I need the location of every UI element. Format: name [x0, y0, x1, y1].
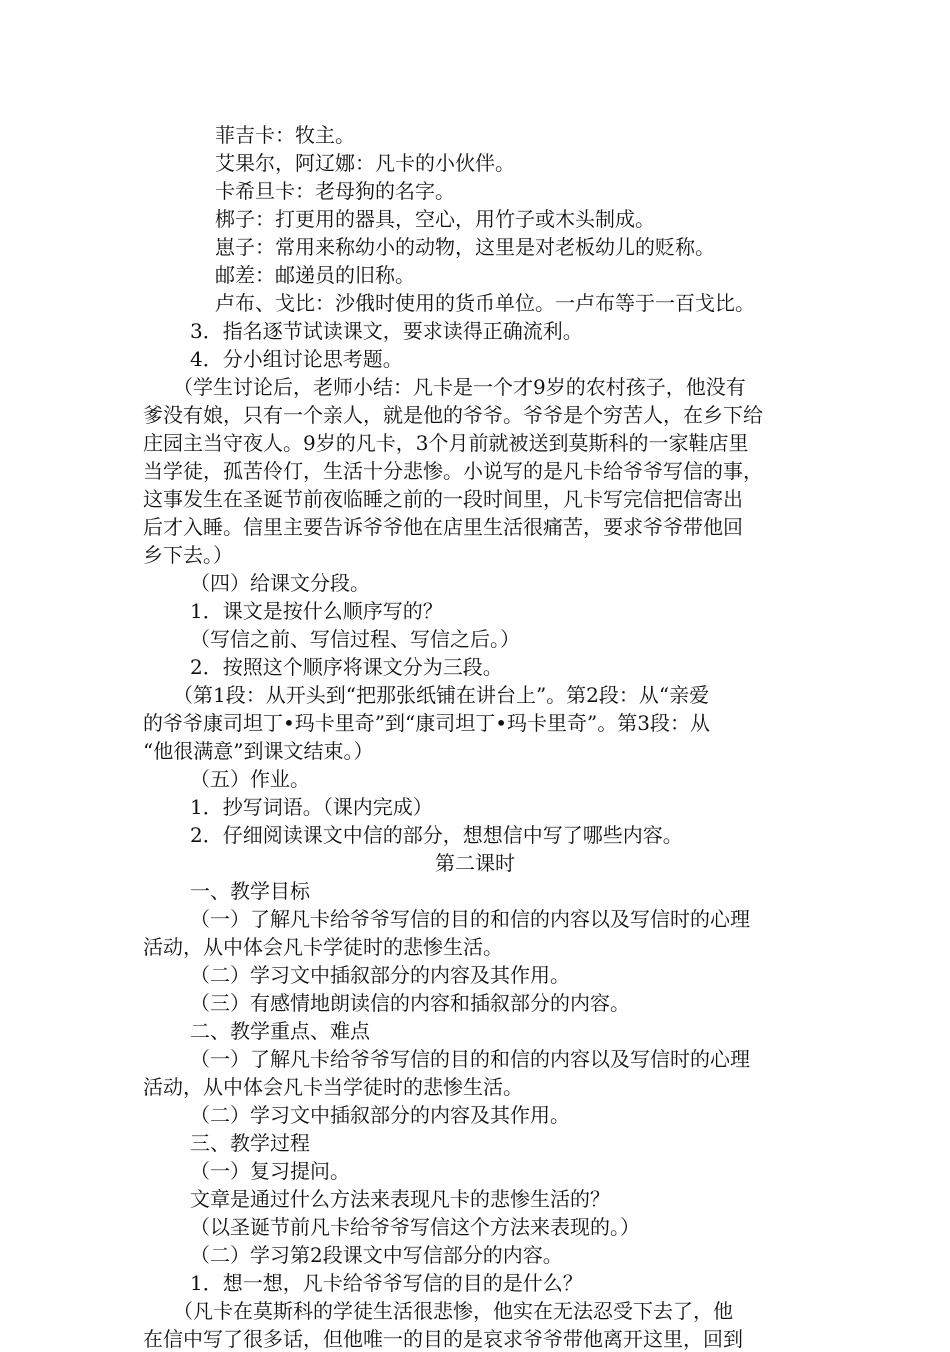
text-line: 乡下去。） — [143, 543, 233, 567]
text-line: （第1段：从开头到“把那张纸铺在讲台上”。第2段：从“亲爱 — [173, 683, 710, 707]
text-line: 爹没有娘，只有一个亲人，就是他的爷爷。爷爷是个穷苦人，在乡下给 — [143, 403, 763, 427]
text-line: 1．课文是按什么顺序写的？ — [190, 599, 443, 623]
text-line: 庄园主当守夜人。9岁的凡卡，3个月前就被送到莫斯科的一家鞋店里 — [143, 431, 749, 455]
section-heading: （四）给课文分段。 — [190, 571, 370, 595]
text-line: 梆子：打更用的器具，空心，用竹子或木头制成。 — [215, 207, 655, 231]
text-line: （以圣诞节前凡卡给爷爷写信这个方法来表现的。） — [190, 1215, 640, 1239]
text-line: 2．仔细阅读课文中信的部分，想想信中写了哪些内容。 — [190, 823, 683, 847]
text-line: 4．分小组讨论思考题。 — [190, 347, 403, 371]
text-line: 卢布、戈比：沙俄时使用的货币单位。一卢布等于一百戈比。 — [215, 291, 755, 315]
text-line: “他很满意”到课文结束。） — [143, 739, 374, 763]
section-heading: （一）复习提问。 — [190, 1159, 350, 1183]
text-line: 3．指名逐节试读课文，要求读得正确流利。 — [190, 319, 583, 343]
text-line: （二）学习文中插叙部分的内容及其作用。 — [190, 963, 570, 987]
text-line: （一）了解凡卡给爷爷写信的目的和信的内容以及写信时的心理 — [190, 907, 750, 931]
section-heading: 三、教学过程 — [190, 1131, 310, 1155]
text-line: 当学徒，孤苦伶仃，生活十分悲惨。小说写的是凡卡给爷爷写信的事， — [143, 459, 763, 483]
text-line: （学生讨论后，老师小结：凡卡是一个才9岁的农村孩子，他没有 — [173, 375, 746, 399]
text-line: 的爷爷康司坦丁•玛卡里奇”到“康司坦丁•玛卡里奇”。第3段：从 — [143, 711, 710, 735]
text-line: 活动，从中体会凡卡当学徒时的悲惨生活。 — [143, 1075, 523, 1099]
text-line: （凡卡在莫斯科的学徒生活很悲惨，他实在无法忍受下去了，他 — [173, 1299, 733, 1323]
section-heading: （二）学习第2段课文中写信部分的内容。 — [190, 1243, 563, 1267]
text-line: 卡希旦卡：老母狗的名字。 — [215, 179, 455, 203]
text-line: 艾果尔，阿辽娜：凡卡的小伙伴。 — [215, 151, 515, 175]
text-line: （一）了解凡卡给爷爷写信的目的和信的内容以及写信时的心理 — [190, 1047, 750, 1071]
text-line: 文章是通过什么方法来表现凡卡的悲惨生活的？ — [190, 1187, 610, 1211]
text-line: 崽子：常用来称幼小的动物，这里是对老板幼儿的贬称。 — [215, 235, 715, 259]
section-heading: 二、教学重点、难点 — [190, 1019, 370, 1043]
section-heading: （五）作业。 — [190, 767, 310, 791]
text-line: （三）有感情地朗读信的内容和插叙部分的内容。 — [190, 991, 630, 1015]
text-line: 邮差：邮递员的旧称。 — [215, 263, 415, 287]
text-line: 后才入睡。信里主要告诉爷爷他在店里生活很痛苦，要求爷爷带他回 — [143, 515, 743, 539]
text-line: 在信中写了很多话，但他唯一的目的是哀求爷爷带他离开这里，回到 — [143, 1327, 743, 1351]
text-line: 这事发生在圣诞节前夜临睡之前的一段时间里，凡卡写完信把信寄出 — [143, 487, 743, 511]
text-line: 菲吉卡：牧主。 — [215, 123, 355, 147]
text-line: 1．抄写词语。（课内完成） — [190, 795, 433, 819]
text-line: 活动，从中体会凡卡学徒时的悲惨生活。 — [143, 935, 503, 959]
text-line: （写信之前、写信过程、写信之后。） — [190, 627, 520, 651]
text-line: 1．想一想，凡卡给爷爷写信的目的是什么？ — [190, 1271, 583, 1295]
text-line: （二）学习文中插叙部分的内容及其作用。 — [190, 1103, 570, 1127]
text-line: 2．按照这个顺序将课文分为三段。 — [190, 655, 503, 679]
lesson-title: 第二课时 — [435, 851, 515, 875]
section-heading: 一、教学目标 — [190, 879, 310, 903]
